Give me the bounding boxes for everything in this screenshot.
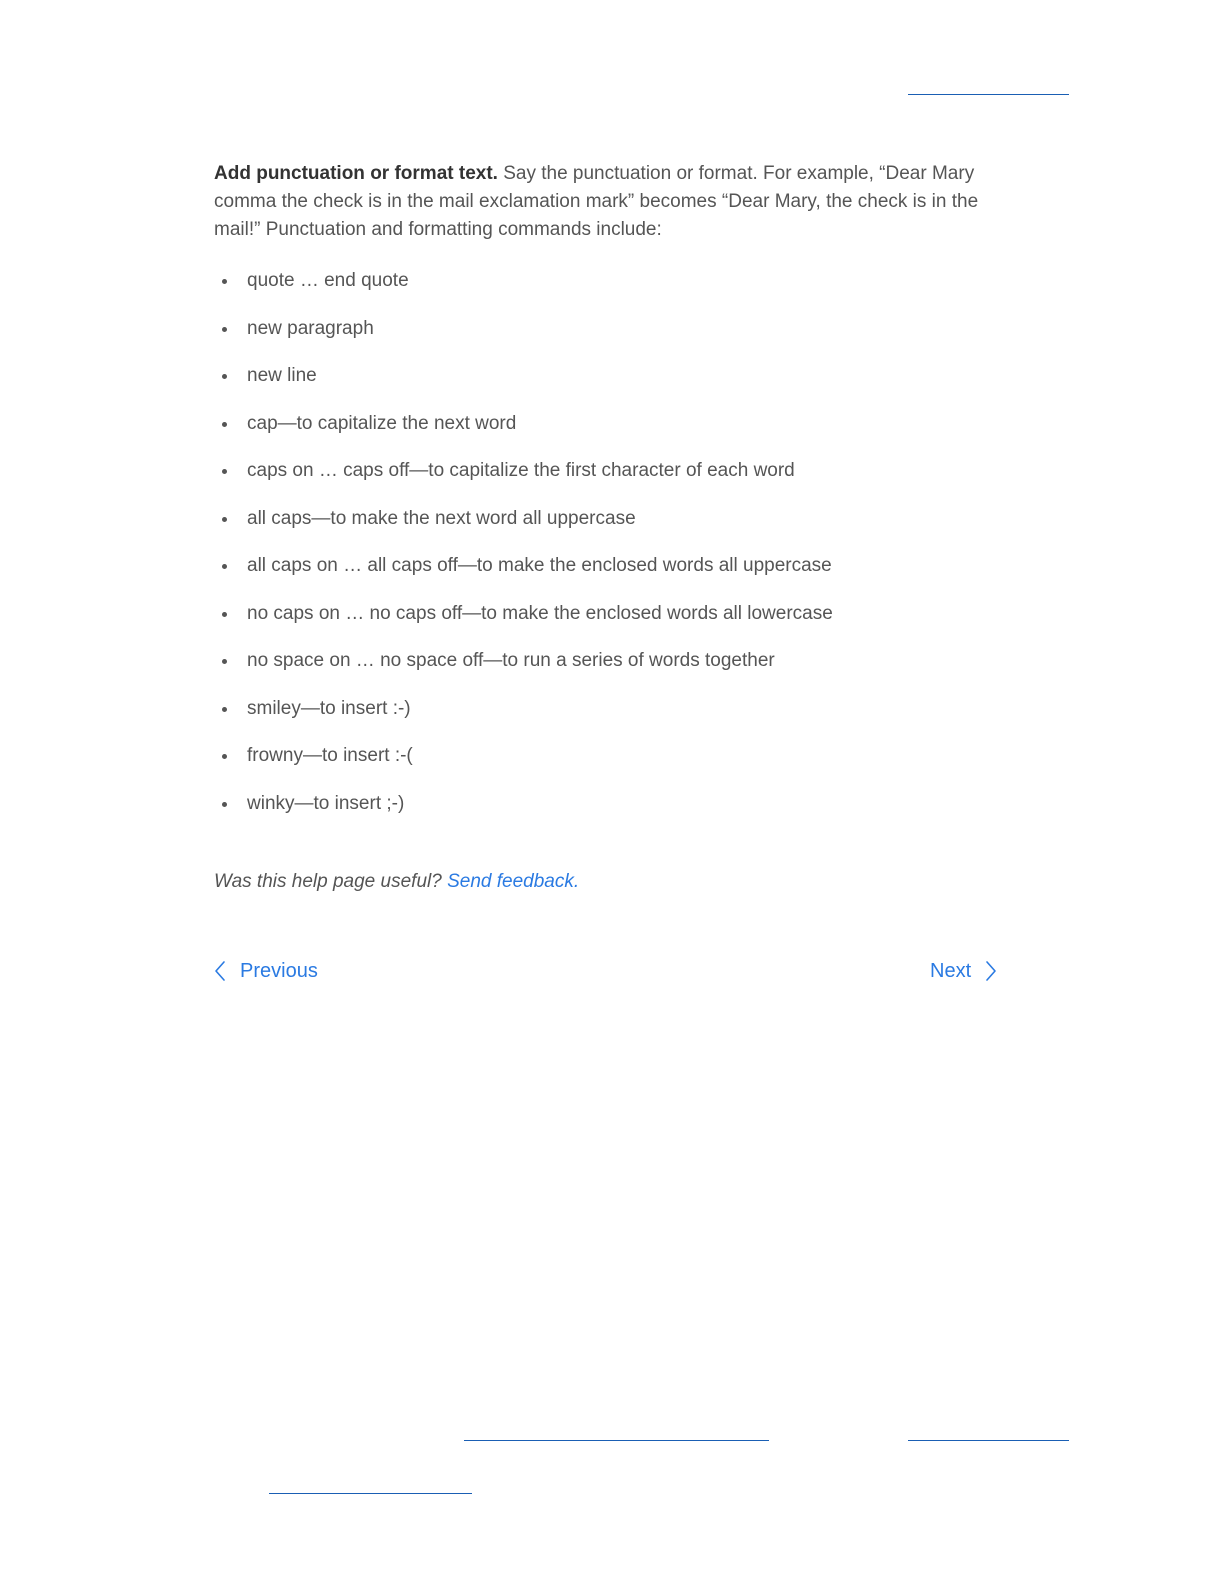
bullet-icon bbox=[222, 707, 227, 712]
bullet-icon bbox=[222, 612, 227, 617]
feedback-question: Was this help page useful? bbox=[214, 871, 448, 892]
help-article bbox=[214, 160, 1004, 838]
next-label: Next bbox=[930, 960, 972, 982]
list-item-text: new paragraph bbox=[247, 317, 374, 339]
list-item-text: caps on … caps off—to capitalize the first character of each word bbox=[247, 460, 795, 481]
list-item bbox=[214, 743, 1004, 769]
bullet-icon bbox=[222, 802, 227, 807]
list-item-text: quote … end quote bbox=[247, 270, 409, 291]
bullet-icon bbox=[222, 754, 227, 759]
feedback-prompt bbox=[214, 868, 579, 896]
intro-paragraph bbox=[214, 160, 1004, 244]
bullet-icon bbox=[222, 327, 227, 332]
footer-link-underline bbox=[464, 1440, 769, 1441]
list-item bbox=[214, 601, 1004, 627]
list-item bbox=[214, 268, 1004, 294]
bullet-icon bbox=[222, 469, 227, 474]
bullet-icon bbox=[222, 374, 227, 379]
list-item bbox=[214, 791, 1004, 817]
list-item-text: no space on … no space off—to run a series of words together bbox=[247, 650, 775, 671]
list-item bbox=[214, 363, 1004, 389]
list-item-text: frowny—to insert :-( bbox=[247, 745, 413, 766]
bullet-icon bbox=[222, 564, 227, 569]
bullet-icon bbox=[222, 517, 227, 522]
list-item bbox=[214, 506, 1004, 532]
list-item-text: winky—to insert ;-) bbox=[247, 792, 405, 814]
list-item bbox=[214, 648, 1004, 674]
list-item-text: smiley—to insert :-) bbox=[247, 697, 411, 719]
list-item bbox=[214, 458, 1004, 484]
footer-link-underline bbox=[269, 1493, 472, 1494]
previous-label: Previous bbox=[240, 960, 318, 982]
intro-lead: Add punctuation or format text. bbox=[214, 163, 498, 184]
chevron-right-icon bbox=[979, 957, 999, 985]
next-page-link[interactable] bbox=[930, 957, 999, 985]
list-item-text: cap—to capitalize the next word bbox=[247, 412, 517, 434]
command-list bbox=[214, 268, 1004, 817]
list-item-text: all caps on … all caps off—to make the enclosed words all uppercase bbox=[247, 555, 832, 576]
bullet-icon bbox=[222, 659, 227, 664]
list-item-text: all caps—to make the next word all uppercase bbox=[247, 507, 636, 529]
send-feedback-link[interactable]: Send feedback. bbox=[447, 871, 580, 892]
list-item-text: no caps on … no caps off—to make the enclosed words all lowercase bbox=[247, 602, 833, 624]
previous-page-link[interactable] bbox=[212, 957, 318, 985]
list-item bbox=[214, 316, 1004, 342]
chevron-left-icon bbox=[212, 957, 232, 985]
bullet-icon bbox=[222, 422, 227, 427]
list-item bbox=[214, 696, 1004, 722]
list-item bbox=[214, 553, 1004, 579]
bullet-icon bbox=[222, 279, 227, 284]
header-link-underline bbox=[908, 94, 1069, 95]
list-item bbox=[214, 411, 1004, 437]
footer-link-underline bbox=[908, 1440, 1069, 1441]
intro-body: Say the punctuation or format. For example, “Dear Mary comma the check is in the mail exclamation mark” becomes “Dear Mary, the check is in the mail!” Punctuation and formatting commands include: bbox=[214, 163, 979, 240]
list-item-text: new line bbox=[247, 365, 317, 386]
